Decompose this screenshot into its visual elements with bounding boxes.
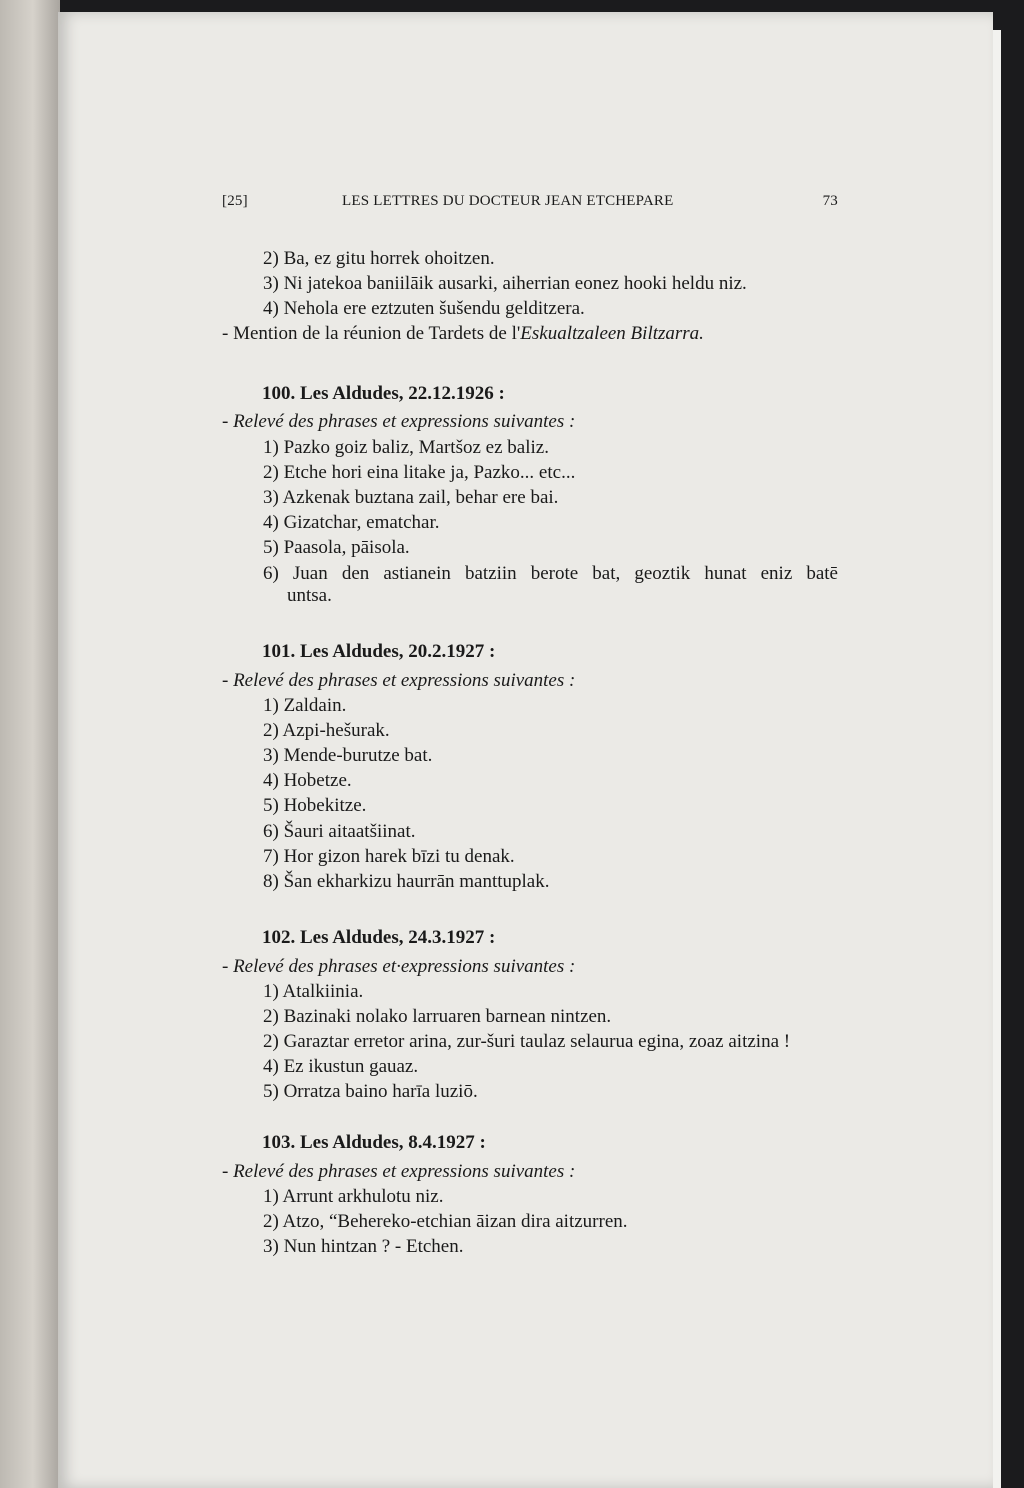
list-item: 2) Atzo, “Behereko-etchian āizan dira aitzurren. bbox=[263, 1211, 628, 1232]
list-item-continuation: untsa. bbox=[287, 585, 332, 606]
list-item: 2) Etche hori eina litake ja, Pazko... etc... bbox=[263, 462, 576, 483]
list-item: 2) Garaztar erretor arina, zur-šuri taulaz selaurua egina, zoaz aitzina ! bbox=[263, 1031, 791, 1052]
section-subheading: - Relevé des phrases et expressions suivantes : bbox=[222, 1161, 576, 1182]
section-heading: 102. Les Aldudes, 24.3.1927 : bbox=[262, 927, 496, 948]
section-heading: 100. Les Aldudes, 22.12.1926 : bbox=[262, 383, 505, 404]
list-item: 5) Orratza baino harīa luziō. bbox=[263, 1081, 478, 1102]
mention-line bbox=[222, 322, 704, 346]
list-item: 2) Bazinaki nolako larruaren barnean nintzen. bbox=[263, 1006, 612, 1027]
section-subheading: - Relevé des phrases et·expressions suivantes : bbox=[222, 956, 576, 977]
running-title: LES LETTRES DU DOCTEUR JEAN ETCHEPARE bbox=[342, 193, 674, 209]
list-item: 7) Hor gizon harek bīzi tu denak. bbox=[263, 846, 515, 867]
list-item: 1) Atalkiinia. bbox=[263, 981, 364, 1002]
list-item: 1) Zaldain. bbox=[263, 695, 347, 716]
section-subheading: - Relevé des phrases et expressions suivantes : bbox=[222, 670, 576, 691]
mention-text: - Mention de la réunion de Tardets de l' bbox=[222, 323, 521, 344]
list-item: 4) Gizatchar, ematchar. bbox=[263, 512, 440, 533]
section-heading: 103. Les Aldudes, 8.4.1927 : bbox=[262, 1132, 486, 1153]
section-heading: 101. Les Aldudes, 20.2.1927 : bbox=[262, 641, 496, 662]
list-item: 2) Azpi-hešurak. bbox=[263, 720, 390, 741]
list-item: 3) Azkenak buztana zail, behar ere bai. bbox=[263, 487, 559, 508]
list-item: 1) Arrunt arkhulotu niz. bbox=[263, 1186, 444, 1207]
list-item: 8) Šan ekharkizu haurrān manttuplak. bbox=[263, 871, 550, 892]
list-item: 4) Hobetze. bbox=[263, 770, 352, 791]
list-item: 4) Ez ikustun gauaz. bbox=[263, 1056, 419, 1077]
list-item: 1) Pazko goiz baliz, Martšoz ez baliz. bbox=[263, 437, 549, 458]
running-head bbox=[222, 193, 838, 217]
list-item: 4) Nehola ere eztzuten šušendu gelditzera. bbox=[263, 298, 585, 319]
list-item: 5) Hobekitze. bbox=[263, 795, 367, 816]
list-item: 2) Ba, ez gitu horrek ohoitzen. bbox=[263, 248, 495, 269]
list-item: 5) Paasola, pāisola. bbox=[263, 537, 410, 558]
list-item: 3) Mende-burutze bat. bbox=[263, 745, 433, 766]
page-number: 73 bbox=[822, 193, 838, 209]
mention-title: Eskualtzaleen Biltzarra. bbox=[520, 323, 704, 344]
section-reference: [25] bbox=[222, 193, 248, 209]
section-subheading: - Relevé des phrases et expressions suivantes : bbox=[222, 411, 576, 432]
list-item: 6) Šauri aitaatšiinat. bbox=[263, 821, 416, 842]
list-item: 3) Ni jatekoa baniilāik ausarki, aiherrian eonez hooki heldu niz. bbox=[263, 273, 747, 294]
list-item: 6) Juan den astianein batziin berote bat, geoztik hunat eniz batē bbox=[263, 563, 838, 584]
list-item: 3) Nun hintzan ? - Etchen. bbox=[263, 1236, 464, 1257]
